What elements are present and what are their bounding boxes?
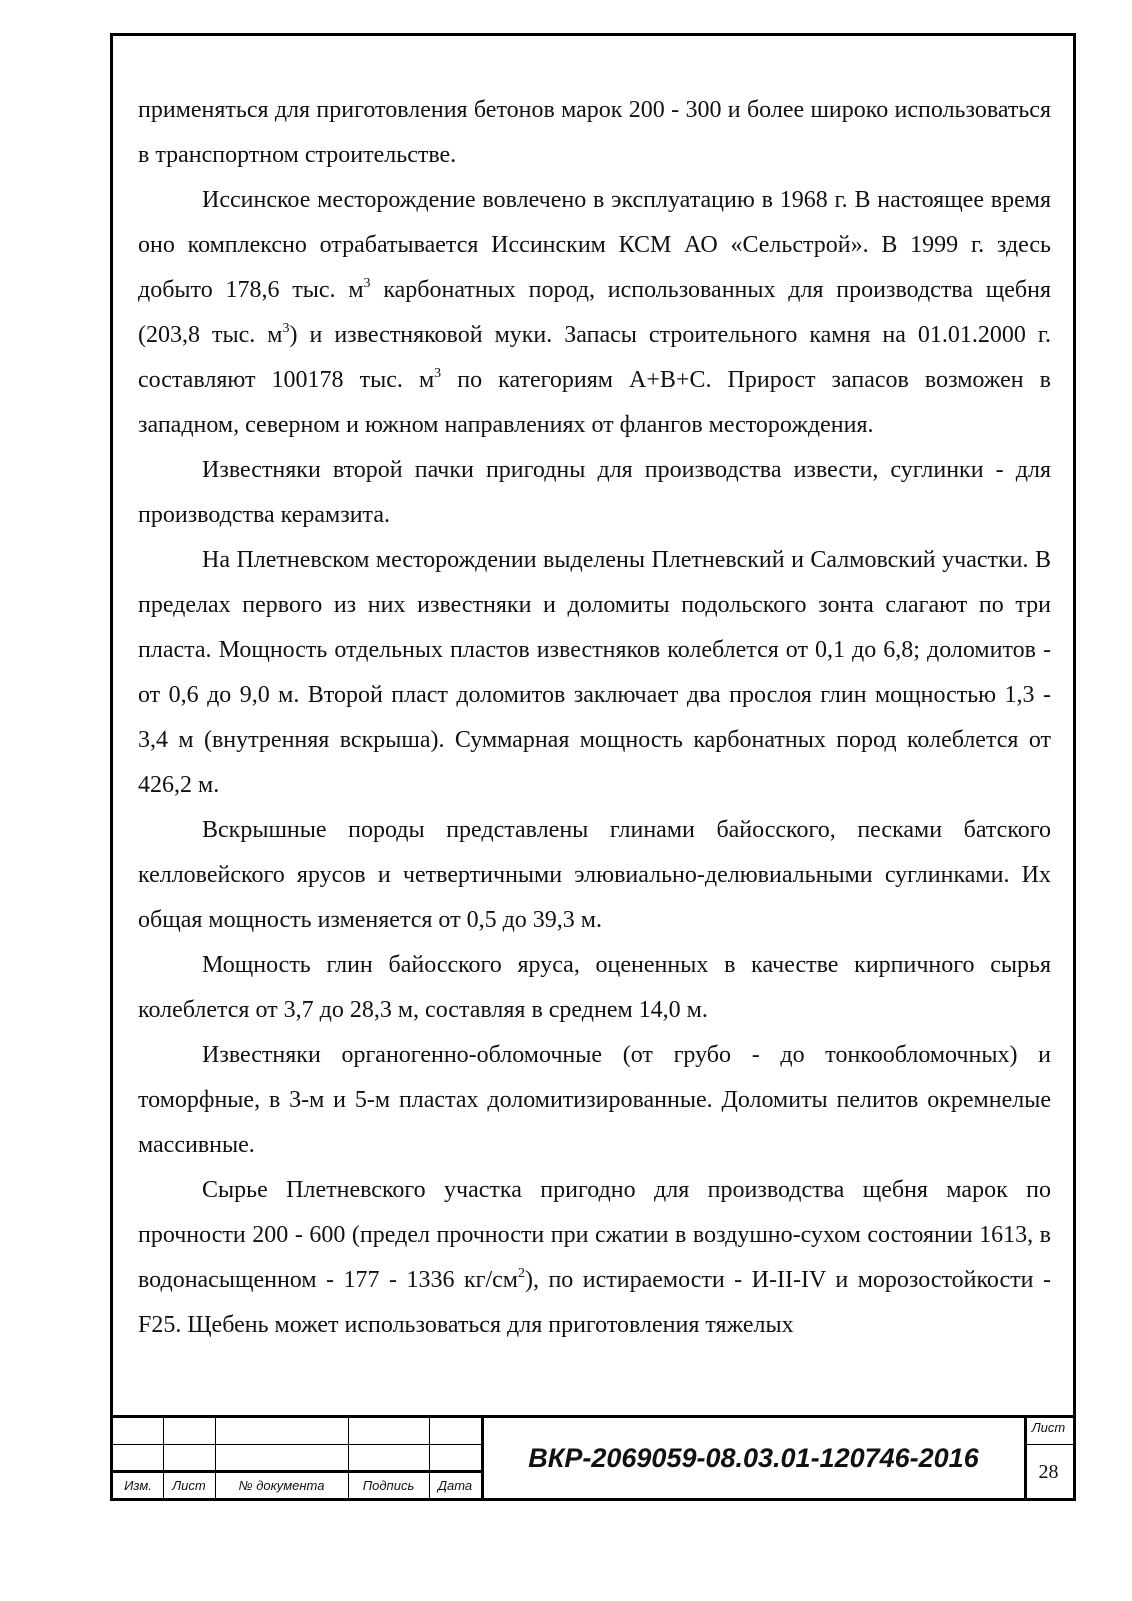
body-paragraph [138,808,1051,943]
stamp-row-line [1024,1444,1073,1445]
paragraph-text: Иссинское месторождение вовлечено в эксплуатацию в 1968 г. В настоящее время оно комплексно отрабатывается Иссинским КСМ АО «Сельстрой». В 1999 г. здесь добыто 178,6 тыс. м [138,187,1051,303]
stamp-label-date: Дата [437,1478,473,1493]
superscript: 3 [282,321,290,336]
sheet-label: Лист [1031,1420,1066,1435]
superscript: 2 [517,1266,525,1281]
superscript: 3 [363,276,371,291]
body-paragraph [138,1168,1051,1348]
paragraph-text: ) и известняковой муки. Запасы строительного камня на 01.01.2000 г. составляют 100178 тыс. м [138,322,1052,393]
stamp-label-doc: № документа [238,1478,325,1493]
stamp-label-sign: Подпись [362,1478,415,1493]
title-block [113,1415,1073,1498]
body-paragraph [138,943,1051,1033]
document-body [138,88,1051,1348]
body-paragraph [138,1033,1051,1168]
sheet-number: 28 [1038,1460,1059,1483]
paragraph-text: ), по истираемости - И-II-IV и морозостойкости - F25. Щебень может использоваться для приготовления тяжелых [138,1267,1051,1338]
body-paragraph [138,88,1051,178]
stamp-row-line [113,1444,481,1445]
stamp-label-izm: Изм. [124,1478,152,1493]
document-code: ВКР-2069059-08.03.01-120746-2016 [528,1442,979,1473]
paragraph-text: Вскрышные породы представлены глинами байосского, песками батского келловейского ярусов и четвертичными элювиально-делювиальными суглинками. Их общая мощность изменяется от 0,5 до 39,3 м. [138,817,1051,933]
paragraph-text: применяться для приготовления бетонов марок 200 - 300 и более широко использоваться в транспортном строительстве. [138,97,1051,168]
paragraph-text: Мощность глин байосского яруса, оцененных в качестве кирпичного сырья колеблется от 3,7 до 28,3 м, составляя в среднем 14,0 м. [138,952,1051,1023]
paragraph-text: Известняки второй пачки пригодны для производства извести, суглинки - для производства керамзита. [138,457,1051,528]
page-frame [110,33,1076,1501]
body-paragraph [138,178,1051,448]
paragraph-text: На Плетневском месторождении выделены Плетневский и Салмовский участки. В пределах первого из них известняки и доломиты подольского зонта слагают по три пласта. Мощность отдельных пластов известняков колеблется от 0,1 до 6,8; доломитов - от 0,6 до 9,0 м. Второй пласт доломитов заключает два прослоя глин мощностью 1,3 - 3,4 м (внутренняя вскрыша). Суммарная мощность карбонатных пород колеблется от 426,2 м. [138,547,1051,798]
stamp-label-list: Лист [172,1478,206,1493]
paragraph-text: Известняки органогенно-обломочные (от грубо - до тонкообломочных) и томорфные, в 3-м и 5-м пластах доломитизированные. Доломиты пелитов окремнелые массивные. [138,1042,1051,1158]
stamp-row-line [113,1470,481,1473]
paragraph-text: карбонатных пород, использованных для производства щебня (203,8 тыс. м [138,277,1051,348]
superscript: 3 [434,366,442,381]
paragraph-text: по категориям А+В+С. Прирост запасов возможен в западном, северном и южном направлениях от флангов месторождения. [138,367,1052,438]
body-paragraph [138,538,1051,808]
body-paragraph [138,448,1051,538]
paragraph-text: Сырье Плетневского участка пригодно для производства щебня марок по прочности 200 - 600 (предел прочности при сжатии в воздушно-сухом состоянии 1613, в водонасыщенном - 177 - 1336 кг/см [138,1177,1051,1293]
